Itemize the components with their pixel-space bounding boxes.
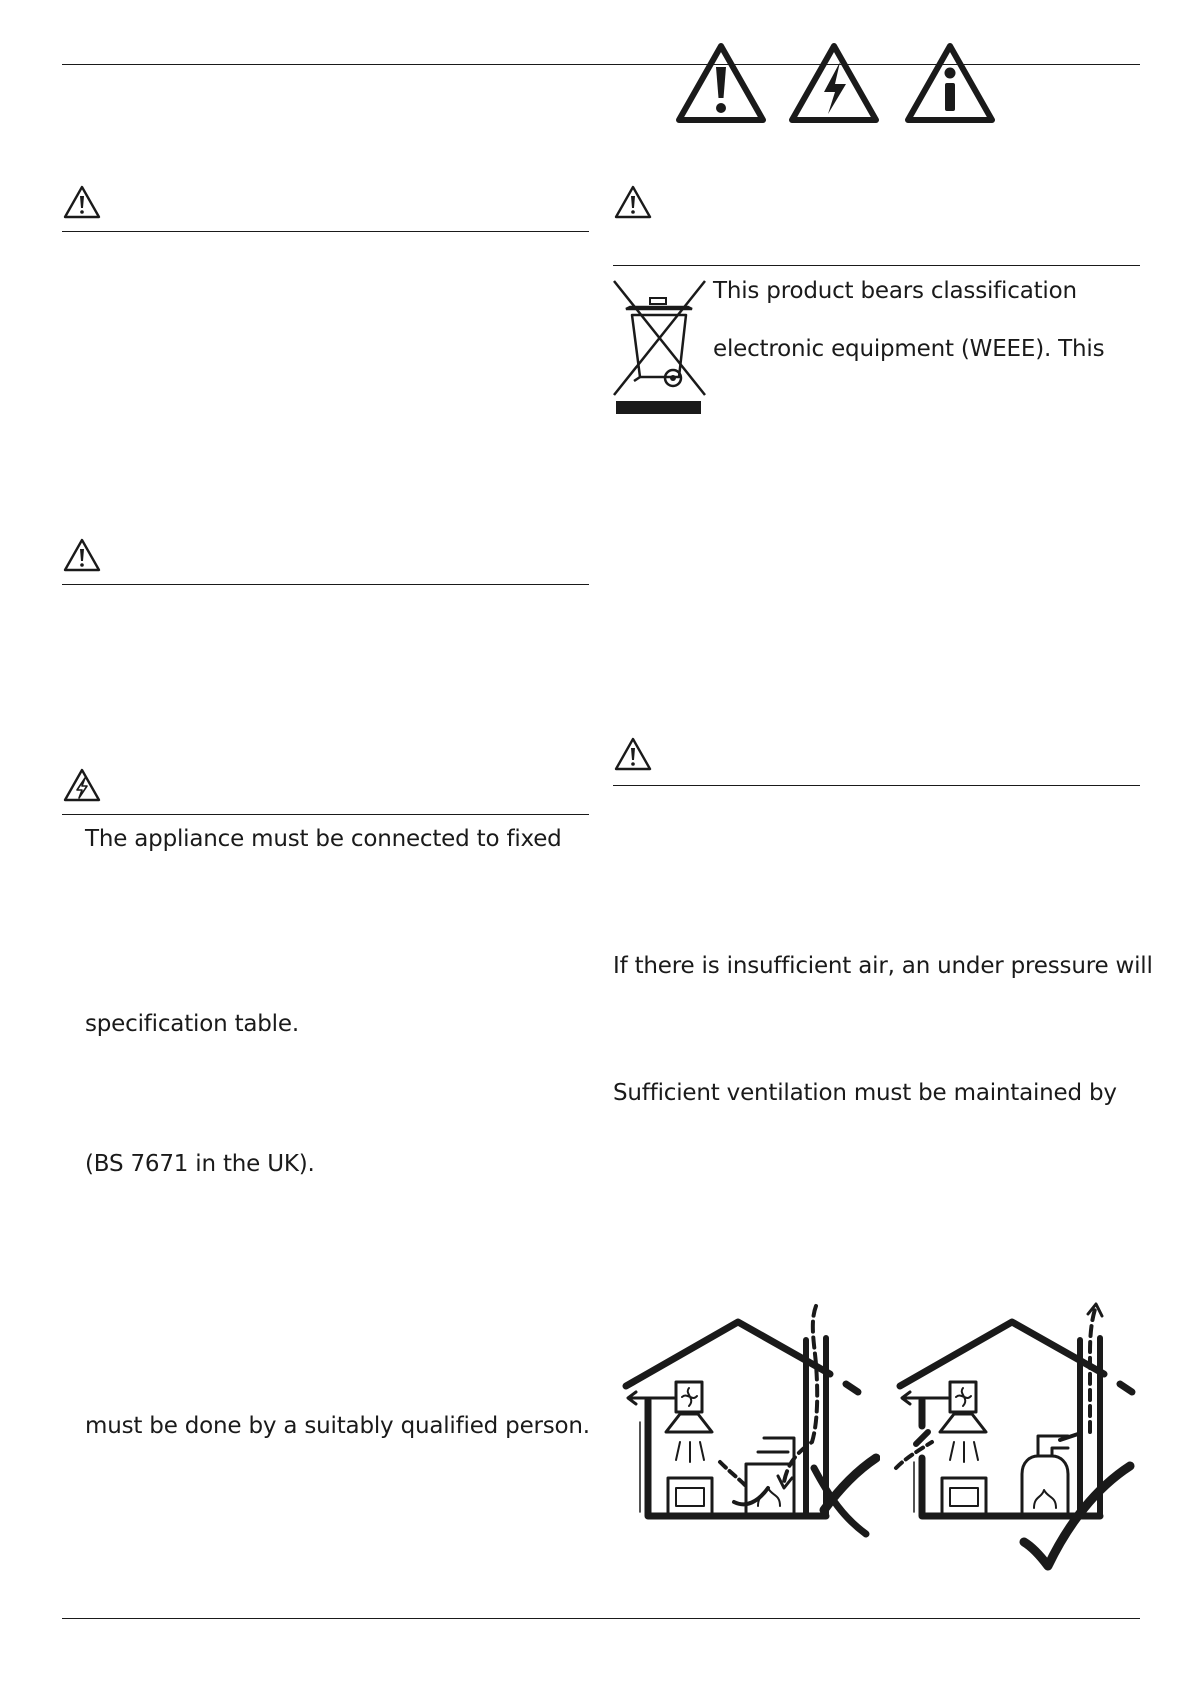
header-warning-icon: [675, 40, 767, 126]
electrical-text-line: The appliance must be connected to fixed: [85, 826, 562, 852]
section-warning-icon: [62, 537, 102, 573]
section-warning-icon: [613, 184, 653, 220]
ventilation-text-line: If there is insufficient air, an under pressure will: [613, 953, 1153, 979]
section-warning-icon: [62, 184, 102, 220]
incorrect-ventilation-diagram: [618, 1302, 880, 1552]
header-information-icon: [904, 40, 996, 126]
ventilation-text-line: Sufficient ventilation must be maintained by: [613, 1080, 1117, 1106]
section-warning-icon: [613, 736, 653, 772]
section-rule: [62, 231, 589, 232]
section-rule: [613, 785, 1140, 786]
electrical-text-line: specification table.: [85, 1011, 299, 1037]
weee-text-line: electronic equipment (WEEE). This: [713, 336, 1105, 362]
crossed-out-wheelie-bin-icon: [612, 277, 707, 417]
bottom-rule: [62, 1618, 1140, 1619]
section-rule: [62, 814, 589, 815]
correct-ventilation-diagram: [892, 1302, 1154, 1572]
electrical-text-line: must be done by a suitably qualified person.: [85, 1413, 590, 1439]
electrical-text-line: (BS 7671 in the UK).: [85, 1151, 315, 1177]
header-electrical-hazard-icon: [788, 40, 880, 126]
section-rule: [62, 584, 589, 585]
section-rule: [613, 265, 1140, 266]
section-electrical-hazard-icon: [62, 767, 102, 803]
weee-text-line: This product bears classification: [713, 278, 1077, 304]
